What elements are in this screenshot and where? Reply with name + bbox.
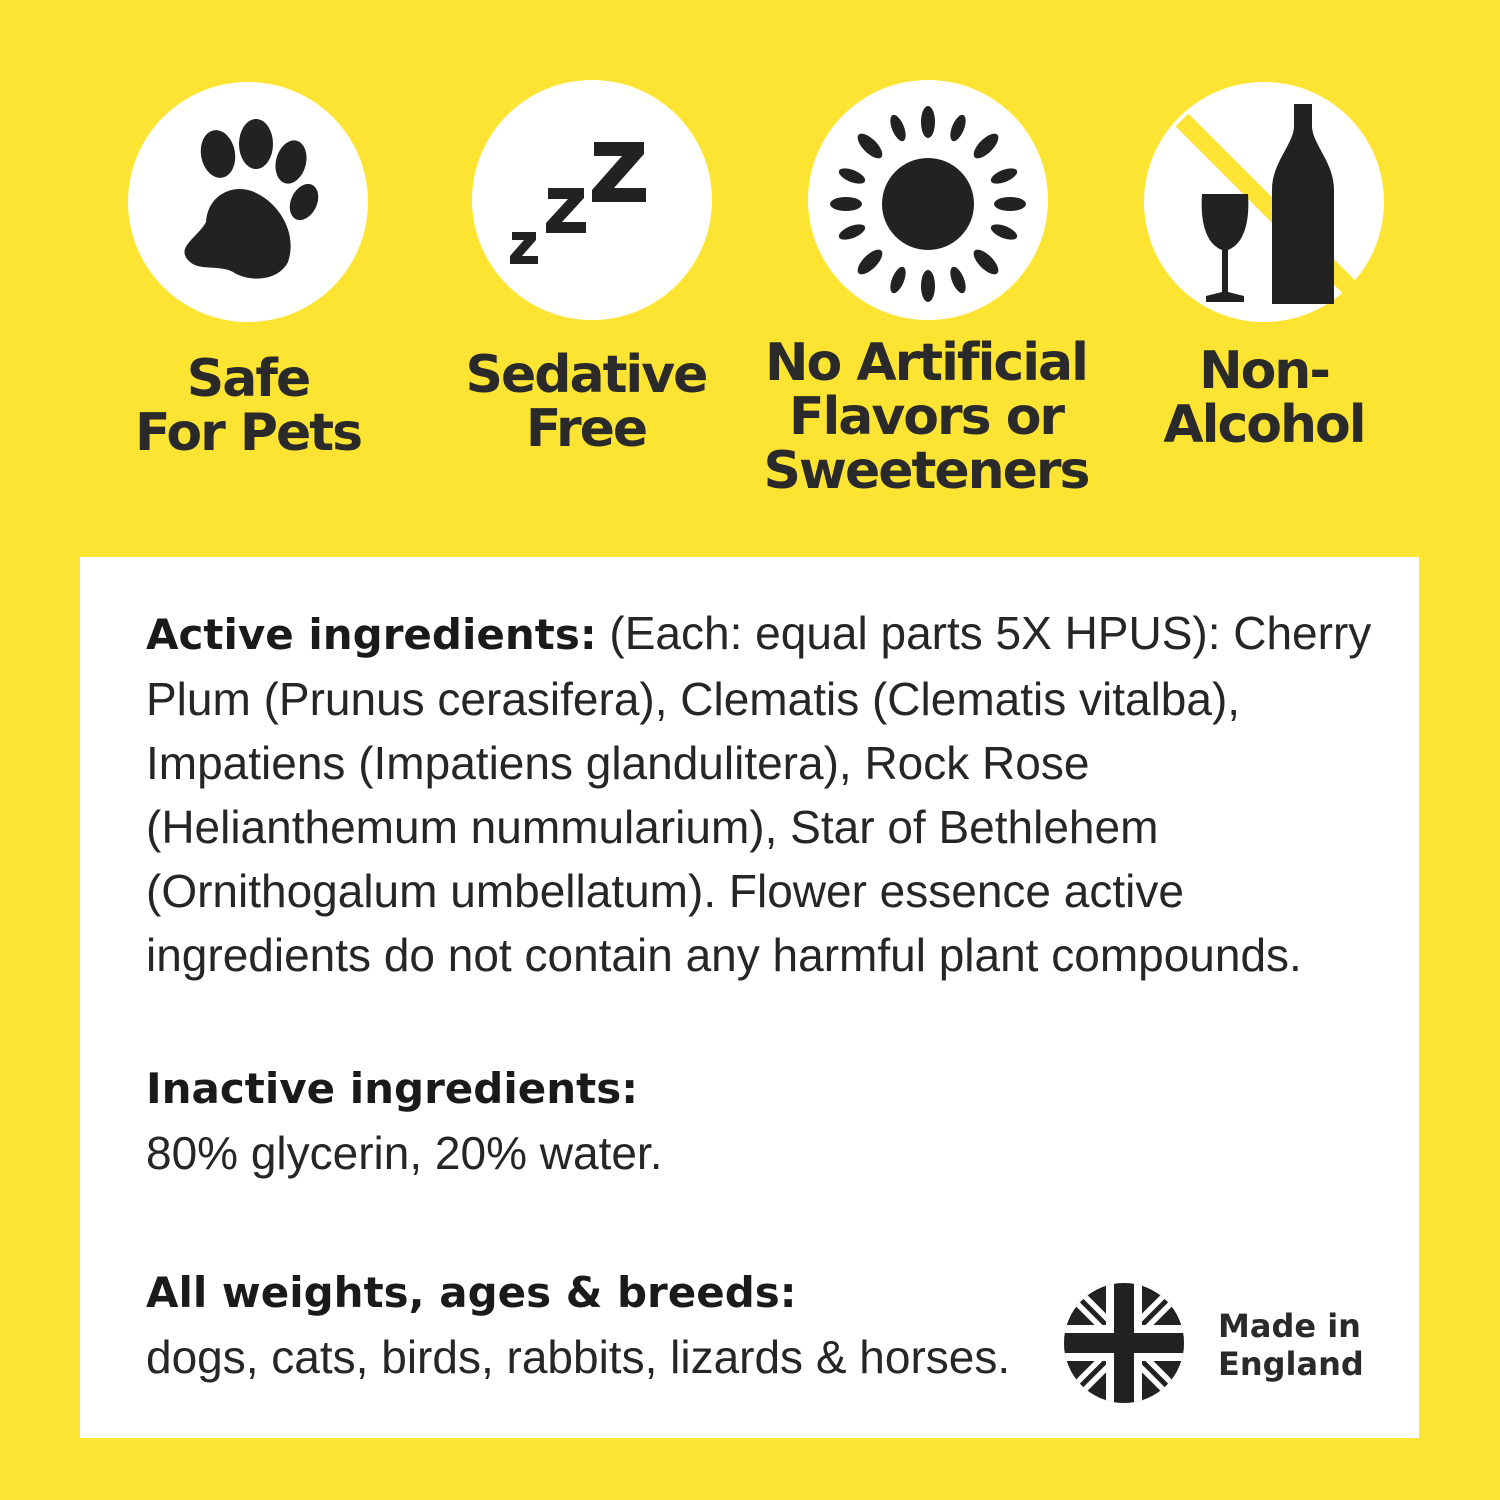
active-ingredients [146, 601, 1376, 987]
active-ingredients-text: (Each: equal parts 5X HPUS): Cherry Plum (Prunus cerasifera), Clematis (Clematis vitalba), Impatiens (Impatiens glandulitera), Rock Rose (Helianthemum nummularium), Star of Bethlehem (Ornithogalum umbellatum). Flower essence active ingredients do not contain any harmful plant compounds. [146, 607, 1372, 981]
no-alcohol-icon [1144, 82, 1384, 322]
suitable-for [146, 1261, 1046, 1389]
feature-safe-for-pets [78, 0, 418, 520]
made-in-england-badge [1062, 1301, 1402, 1411]
feature-non-alcohol [1094, 0, 1434, 520]
feature-icon-circle [808, 80, 1048, 320]
feature-icon-circle [128, 82, 368, 322]
inactive-ingredients-text: 80% glycerin, 20% water. [146, 1127, 663, 1179]
paw-icon [128, 82, 368, 322]
feature-label: Non- Alcohol [1163, 341, 1365, 455]
feature-sedative-free [416, 0, 756, 520]
inactive-ingredients [146, 1057, 1376, 1185]
feature-label: Safe For Pets [134, 349, 362, 463]
feature-icon-circle [472, 80, 712, 320]
feature-icon-circle [1144, 82, 1384, 322]
feature-no-artificial [756, 0, 1096, 520]
feature-label: No Artificial Flavors or Sweeteners [763, 333, 1089, 501]
suitable-for-heading: All weights, ages & breeds: [146, 1268, 797, 1317]
feature-label: Sedative Free [465, 345, 707, 459]
ingredients-card [80, 557, 1419, 1438]
union-jack-icon [1062, 1281, 1186, 1405]
zzz-icon [472, 80, 712, 320]
suitable-for-text: dogs, cats, birds, rabbits, lizards & horses. [146, 1331, 1011, 1383]
inactive-ingredients-heading: Inactive ingredients: [146, 1064, 639, 1113]
active-ingredients-heading: Active ingredients: [146, 610, 597, 659]
sun-icon [808, 80, 1048, 320]
made-in-england-text: Made in England [1218, 1307, 1364, 1383]
